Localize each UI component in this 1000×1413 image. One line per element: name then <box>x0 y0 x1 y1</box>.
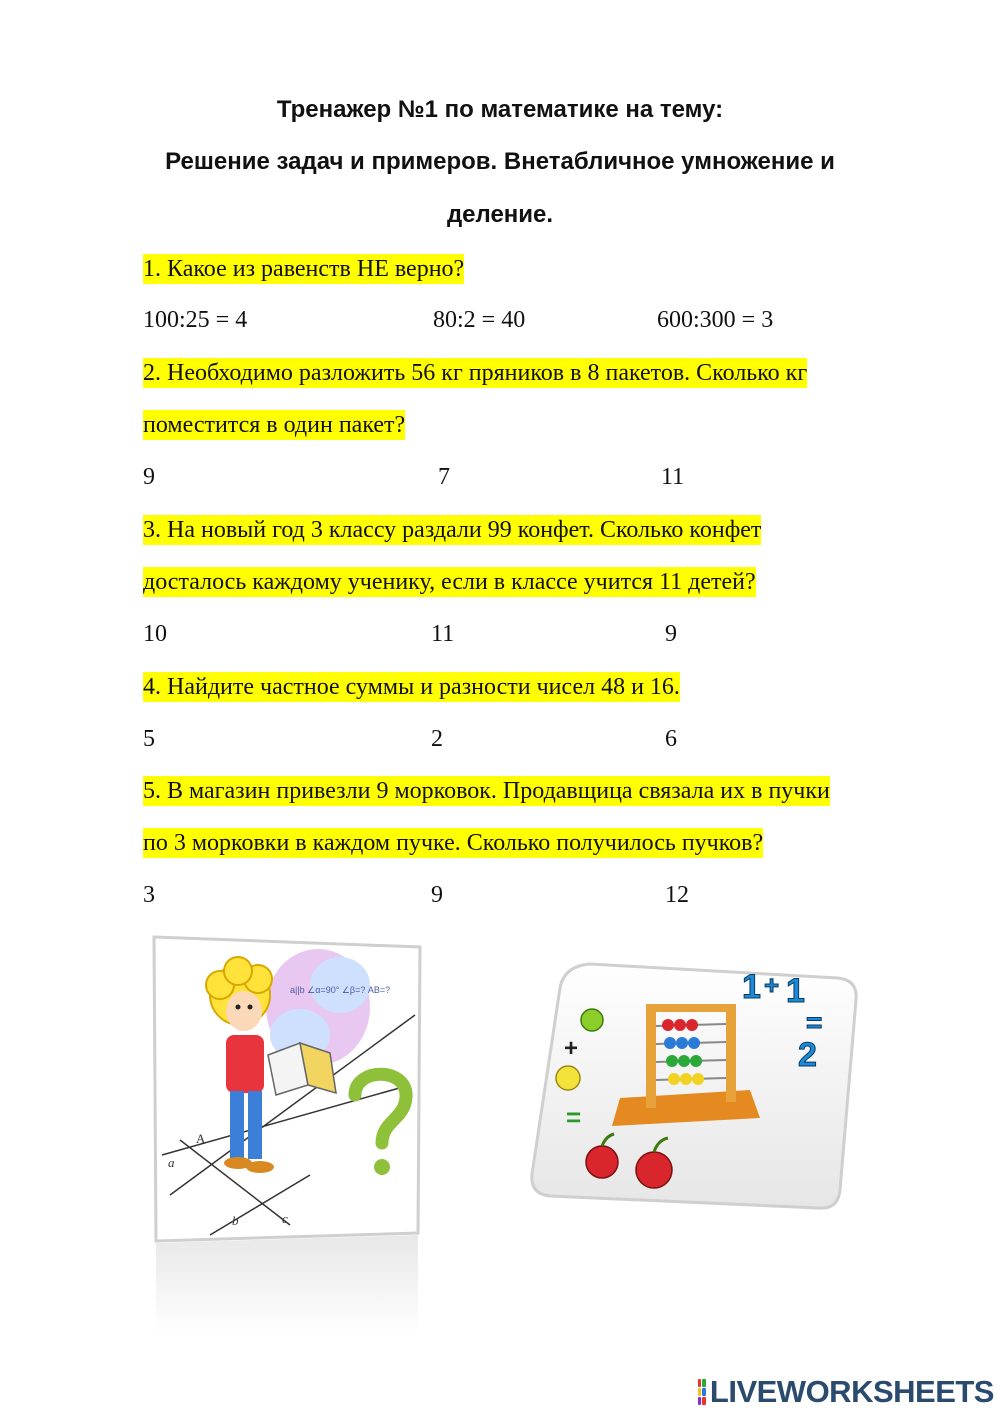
liveworksheets-brand-text: LIVEWORKSHEETS <box>709 1374 994 1409</box>
question-3-text-2: досталось каждому ученику, если в классе учится 11 детей? <box>143 569 756 595</box>
question-3-line-1 <box>143 515 761 545</box>
question-4 <box>143 672 680 702</box>
geometry-label-b: b <box>232 1213 239 1228</box>
question-5-text-1: 5. В магазин привезли 9 морковок. Продавщица связала их в пучки <box>143 778 830 804</box>
question-1-option-3[interactable]: 600:300 = 3 <box>657 307 774 333</box>
question-1-option-2[interactable]: 80:2 = 40 <box>433 307 526 333</box>
equals-symbol: = <box>566 1102 582 1132</box>
worksheet-title-line-2: Решение задач и примеров. Внетабличное умножение и <box>165 148 835 175</box>
liveworksheets-logo[interactable] <box>698 1374 994 1410</box>
question-3-line-2 <box>143 567 756 597</box>
question-4-option-3[interactable]: 6 <box>665 726 677 752</box>
thought-bubble-text: a||b ∠α=90° ∠β=? AB=? <box>290 985 391 995</box>
plus-symbol: + <box>564 1035 579 1062</box>
question-4-option-2[interactable]: 2 <box>431 726 443 752</box>
boy-geometry-illustration <box>150 935 426 1335</box>
question-3-option-2[interactable]: 11 <box>431 621 455 647</box>
question-5-option-3[interactable]: 12 <box>665 882 689 908</box>
geometry-label-A: A <box>196 1131 206 1146</box>
question-2-line-2 <box>143 410 405 440</box>
formula-digit-1: 1 <box>742 968 761 1006</box>
question-5-option-1[interactable]: 3 <box>143 882 155 908</box>
formula-equals: = <box>806 1007 823 1038</box>
question-3-option-3[interactable]: 9 <box>665 621 677 647</box>
abacus-illustration <box>520 958 865 1218</box>
question-2-text-1: 2. Необходимо разложить 56 кг пряников в 8 пакетов. Сколько кг <box>143 360 808 386</box>
question-1 <box>143 254 464 284</box>
question-5-text-2: по 3 морковки в каждом пучке. Сколько получилось пучков? <box>143 830 764 856</box>
question-5-option-2[interactable]: 9 <box>431 882 443 908</box>
question-1-option-1[interactable]: 100:25 = 4 <box>143 307 248 333</box>
question-3-option-1[interactable]: 10 <box>143 621 167 647</box>
formula-plus: + <box>764 970 780 1000</box>
question-4-text: 4. Найдите частное суммы и разности чисел 48 и 16. <box>143 674 680 700</box>
question-3-text-1: 3. На новый год 3 классу раздали 99 конфет. Сколько конфет <box>143 517 762 543</box>
formula-result: 2 <box>798 1036 817 1074</box>
formula-digit-2: 1 <box>786 972 805 1010</box>
geometry-label-c: c <box>282 1211 288 1226</box>
question-1-text: 1. Какое из равенств НЕ верно? <box>143 256 465 282</box>
question-2-option-3[interactable]: 11 <box>661 464 685 490</box>
question-2-option-2[interactable]: 7 <box>438 464 450 490</box>
question-5-line-2 <box>143 828 763 858</box>
worksheet-title-line-1: Тренажер №1 по математике на тему: <box>276 96 724 123</box>
worksheet-title-line-3: деление. <box>446 201 554 228</box>
question-2-text-2: поместится в один пакет? <box>143 412 406 438</box>
question-2-option-1[interactable]: 9 <box>143 464 155 490</box>
question-5-line-1 <box>143 776 830 806</box>
question-2-line-1 <box>143 358 807 388</box>
question-4-option-1[interactable]: 5 <box>143 726 155 752</box>
liveworksheets-logo-icon <box>698 1379 706 1405</box>
geometry-label-a: a <box>168 1155 175 1170</box>
